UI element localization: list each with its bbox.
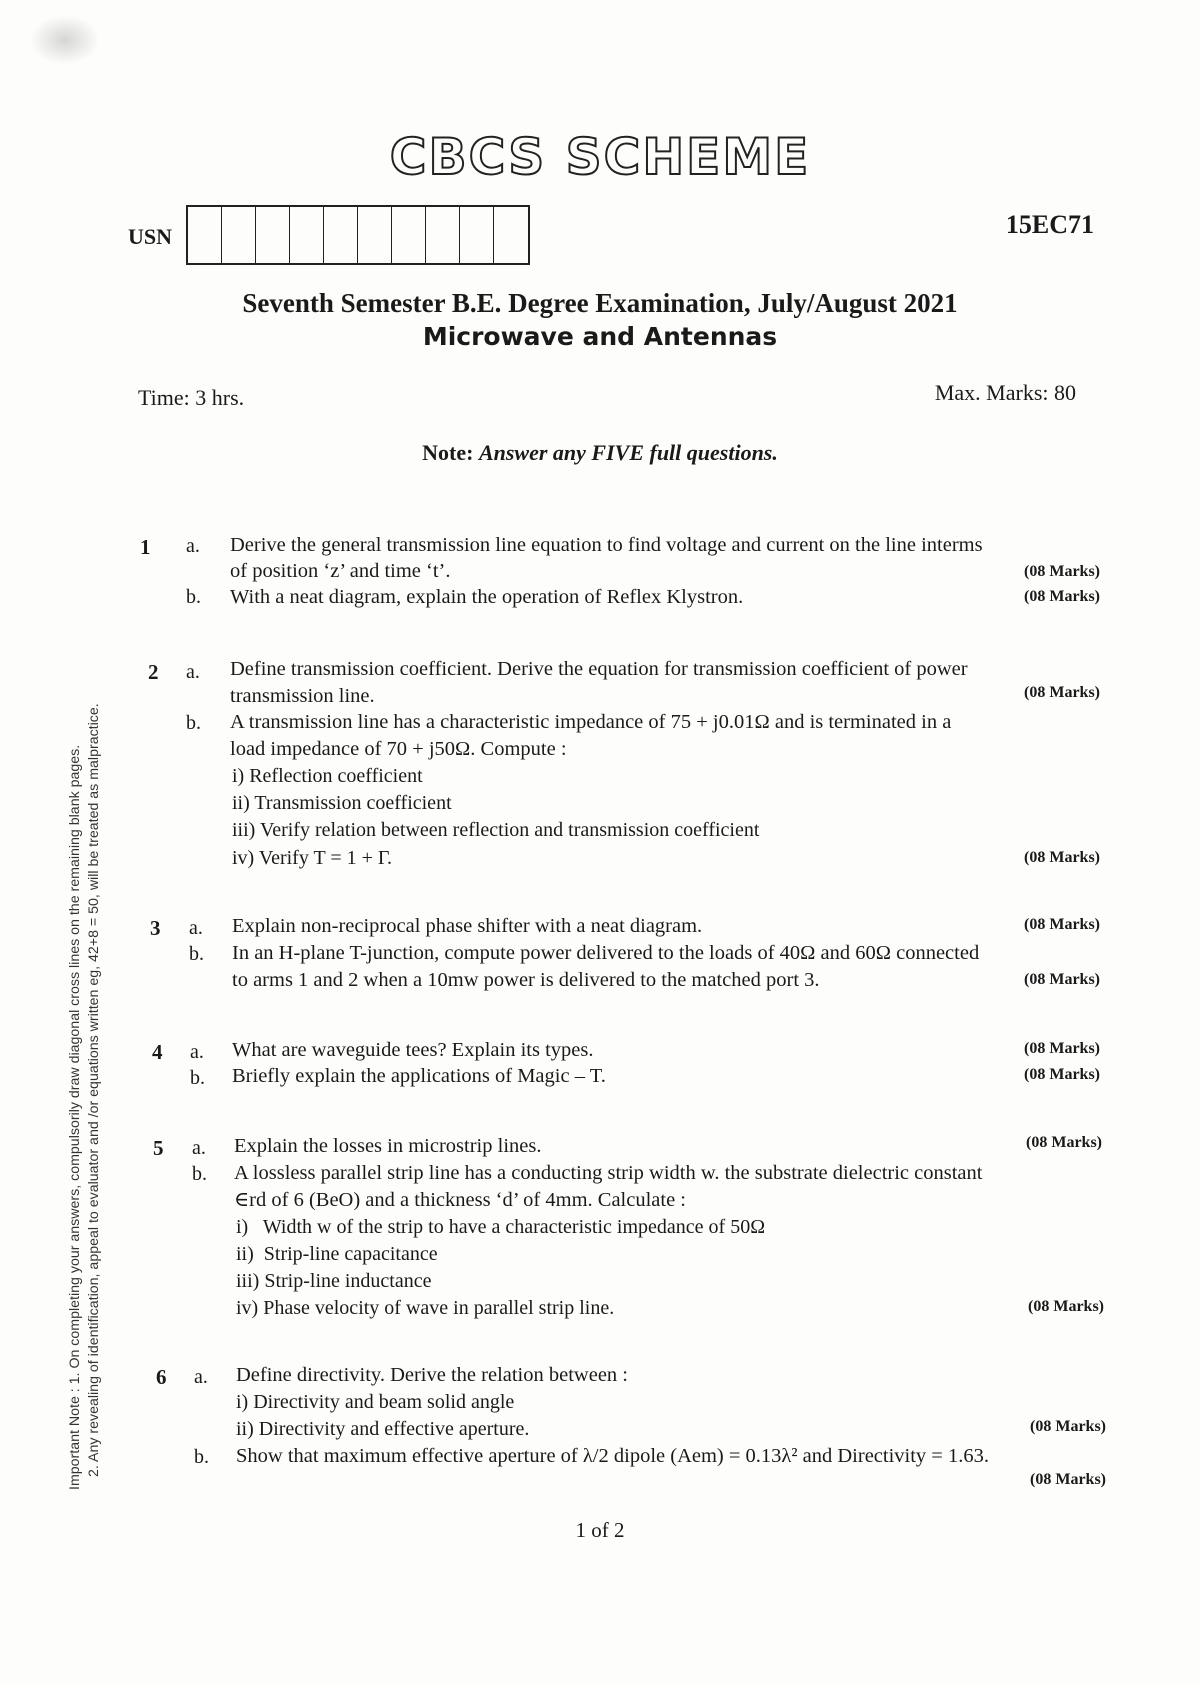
- usn-cell[interactable]: [460, 207, 494, 263]
- question-text: ∈rd of 6 (BeO) and a thickness ‘d’ of 4mm. Calculate :: [234, 1189, 687, 1211]
- marks-label: (08 Marks): [1024, 684, 1100, 701]
- part-label: b.: [192, 1163, 207, 1185]
- usn-cell[interactable]: [188, 207, 222, 263]
- question-text: Define directivity. Derive the relation between :: [236, 1364, 628, 1386]
- sub-item: ii) Transmission coefficient: [232, 792, 452, 814]
- subject-title: Microwave and Antennas: [422, 322, 778, 351]
- question-text: transmission line.: [230, 685, 375, 707]
- scheme-banner: CBCS SCHEME: [389, 128, 811, 186]
- usn-cell[interactable]: [392, 207, 426, 263]
- side-important-note: [66, 703, 104, 1490]
- question-text: Define transmission coefficient. Derive the equation for transmission coefficient of power: [230, 658, 968, 680]
- question-text: of position ‘z’ and time ‘t’.: [230, 560, 451, 582]
- part-label: a.: [189, 917, 203, 939]
- part-label: b.: [194, 1446, 209, 1468]
- part-label: a.: [190, 1041, 204, 1063]
- sub-item: i) Directivity and beam solid angle: [236, 1391, 515, 1413]
- marks-label: (08 Marks): [1024, 1066, 1100, 1083]
- sub-item: ii) Directivity and effective aperture.: [236, 1418, 530, 1440]
- marks-label: (08 Marks): [1026, 1134, 1102, 1151]
- marks-label: (08 Marks): [1030, 1471, 1106, 1488]
- usn-cell[interactable]: [426, 207, 460, 263]
- question-text: What are waveguide tees? Explain its types.: [232, 1039, 594, 1061]
- instruction-note: [0, 440, 1200, 466]
- marks-label: (08 Marks): [1024, 1040, 1100, 1057]
- sub-item: i) Reflection coefficient: [232, 765, 423, 787]
- question-text: Derive the general transmission line equation to find voltage and current on the line interms: [230, 534, 983, 556]
- usn-label: USN: [128, 224, 173, 249]
- max-marks: Max. Marks: 80: [934, 380, 1076, 405]
- marks-label: (08 Marks): [1028, 1298, 1104, 1315]
- part-label: b.: [190, 1067, 205, 1089]
- page-number: 1 of 2: [575, 1518, 625, 1542]
- question-text: Show that maximum effective aperture of λ/2 dipole (Aem) = 0.13λ² and Directivity = 1.63.: [236, 1445, 989, 1467]
- side-note-line-1: Important Note : 1. On completing your answers, compulsorily draw diagonal cross lines on the remaining blank pages.: [67, 744, 83, 1490]
- sub-item: iv) Phase velocity of wave in parallel strip line.: [236, 1297, 615, 1319]
- question-number: 2: [148, 660, 159, 684]
- usn-cell[interactable]: [222, 207, 256, 263]
- sub-item: i) Width w of the strip to have a characteristic impedance of 50Ω: [236, 1216, 766, 1238]
- exam-title: Seventh Semester B.E. Degree Examination, July/August 2021: [242, 288, 958, 318]
- question-number: 3: [150, 916, 161, 940]
- question-text: Explain the losses in microstrip lines.: [234, 1135, 542, 1157]
- marks-label: (08 Marks): [1024, 588, 1100, 605]
- question-number: 5: [153, 1136, 164, 1160]
- question-text: Explain non-reciprocal phase shifter with a neat diagram.: [232, 915, 703, 937]
- sub-item: iv) Verify T = 1 + Γ.: [232, 847, 393, 869]
- question-text: With a neat diagram, explain the operation of Reflex Klystron.: [230, 586, 744, 608]
- marks-label: (08 Marks): [1024, 971, 1100, 988]
- marks-label: (08 Marks): [1024, 849, 1100, 866]
- usn-cell[interactable]: [324, 207, 358, 263]
- part-label: a.: [186, 535, 200, 557]
- usn-cell[interactable]: [494, 207, 528, 263]
- question-number: 1: [140, 535, 151, 559]
- course-code: 15EC71: [1005, 210, 1094, 239]
- scan-smudge: [30, 15, 100, 65]
- sub-item: iii) Strip-line inductance: [236, 1270, 432, 1292]
- sub-item: iii) Verify relation between reflection and transmission coefficient: [232, 819, 760, 841]
- question-text: In an H-plane T-junction, compute power delivered to the loads of 40Ω and 60Ω connected: [232, 942, 980, 964]
- usn-input-grid[interactable]: [186, 205, 530, 265]
- note-text: Answer any FIVE full questions.: [478, 440, 778, 465]
- question-number: 4: [152, 1040, 163, 1064]
- marks-label: (08 Marks): [1024, 563, 1100, 580]
- marks-label: (08 Marks): [1030, 1418, 1106, 1435]
- usn-cell[interactable]: [256, 207, 290, 263]
- part-label: a.: [192, 1137, 206, 1159]
- usn-cell[interactable]: [358, 207, 392, 263]
- time-allowed: Time: 3 hrs.: [138, 385, 245, 410]
- part-label: b.: [186, 586, 201, 608]
- question-number: 6: [156, 1365, 167, 1389]
- part-label: a.: [186, 661, 200, 683]
- sub-item: ii) Strip-line capacitance: [236, 1243, 438, 1265]
- part-label: b.: [186, 712, 201, 734]
- question-text: to arms 1 and 2 when a 10mw power is delivered to the matched port 3.: [232, 969, 820, 991]
- marks-label: (08 Marks): [1024, 916, 1100, 933]
- usn-cell[interactable]: [290, 207, 324, 263]
- side-note-line-2: 2. Any revealing of identification, appeal to evaluator and /or equations written eg, 42+8 = 50, will be treated as malpractice.: [86, 703, 102, 1477]
- question-text: A lossless parallel strip line has a conducting strip width w. the substrate dielectric constant: [234, 1162, 983, 1184]
- part-label: b.: [189, 943, 204, 965]
- question-text: Briefly explain the applications of Magic – T.: [232, 1065, 606, 1087]
- question-text: load impedance of 70 + j50Ω. Compute :: [230, 738, 567, 760]
- note-label: Note:: [422, 440, 479, 465]
- question-text: A transmission line has a characteristic impedance of 75 + j0.01Ω and is terminated in a: [230, 711, 952, 733]
- part-label: a.: [194, 1366, 208, 1388]
